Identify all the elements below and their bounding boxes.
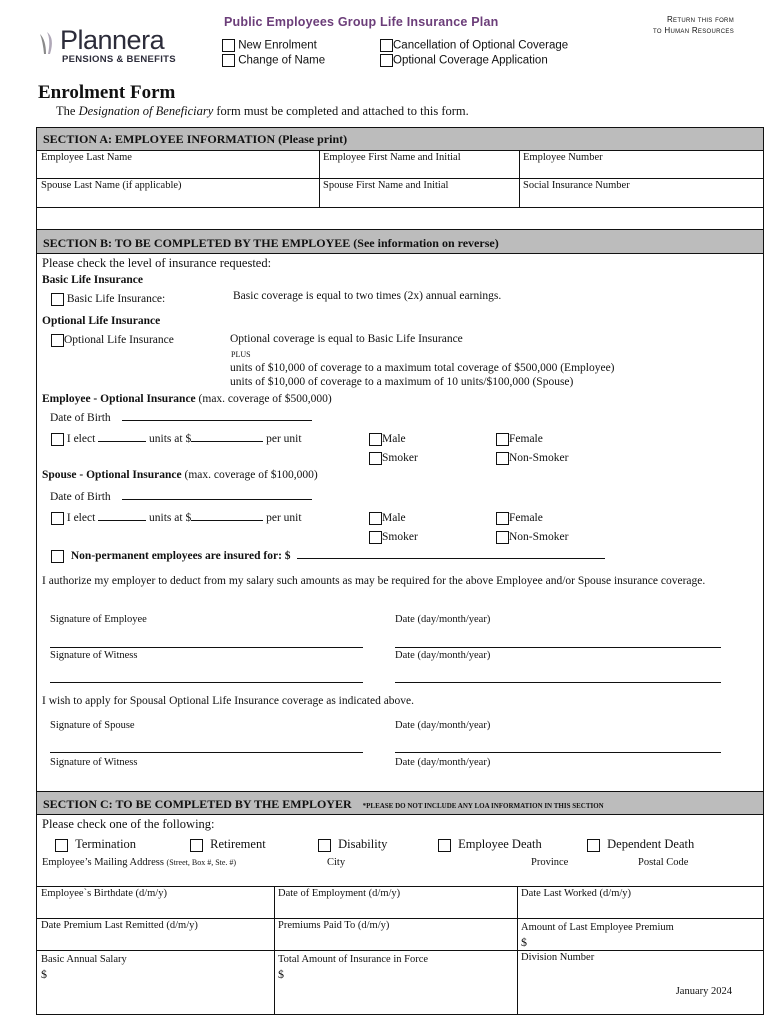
checkbox[interactable] — [380, 39, 393, 52]
form-title: Enrolment Form — [38, 82, 176, 103]
checkbox[interactable] — [51, 433, 64, 446]
signature-spouse-line[interactable] — [50, 752, 363, 753]
province-label: Province — [531, 857, 569, 868]
check-prompt: Please check the level of insurance requested: — [42, 256, 272, 270]
signature-witness-label: Signature of Witness — [50, 757, 138, 768]
signature-witness-line[interactable] — [50, 682, 363, 683]
spouse-elect[interactable]: I elect units at $ per unit — [51, 512, 302, 525]
non-permanent-option[interactable]: Non-permanent employees are insured for: $ — [51, 550, 605, 563]
return-note: Return this form to Human Resources — [653, 15, 734, 35]
city-label: City — [327, 857, 346, 868]
option-new-enrolment[interactable] — [222, 39, 317, 52]
premiums-paid-field[interactable]: Premiums Paid To (d/m/y) — [278, 920, 390, 931]
footer-date: January 2024 — [675, 986, 732, 997]
date-label: Date (day/month/year) — [395, 720, 491, 731]
basic-option[interactable]: Basic Life Insurance: — [51, 293, 165, 306]
section-c-header: SECTION C: TO BE COMPLETED BY THE EMPLOYER *PLEASE DO NOT INCLUDE ANY LOA INFORMATION IN THIS SECTION — [37, 791, 763, 815]
employee-dob[interactable]: Date of Birth — [50, 412, 312, 424]
checkbox[interactable] — [51, 334, 64, 347]
logo — [38, 25, 188, 68]
employee-last-name-field[interactable]: Employee Last Name — [41, 152, 132, 163]
checkbox[interactable] — [222, 39, 235, 52]
optional-heading: Optional Life Insurance — [42, 315, 161, 327]
checkbox[interactable] — [51, 293, 64, 306]
birthdate-field[interactable]: Employee`s Birthdate (d/m/y) — [41, 888, 167, 899]
plannera-leaf-icon — [38, 30, 58, 56]
date-employee-line[interactable] — [395, 647, 721, 648]
spouse-optional-heading: Spouse - Optional Insurance (max. coverage of $100,000) — [42, 469, 318, 481]
employee-non-smoker[interactable]: Non-Smoker — [496, 452, 568, 465]
employee-female[interactable]: Female — [496, 433, 543, 446]
units-spouse: units of $10,000 of coverage to a maximum of 10 units/$100,000 (Spouse) — [230, 376, 574, 388]
authorize-text: I authorize my employer to deduct from my salary such amounts as may be required for the above Employee and/or Spouse insurance coverage. — [42, 575, 706, 587]
employee-optional-heading: Employee - Optional Insurance (max. coverage of $500,000) — [42, 393, 332, 405]
logo-name: Plannera — [60, 25, 165, 55]
section-c-note: *PLEASE DO NOT INCLUDE ANY LOA INFORMATION IN THIS SECTION — [362, 802, 604, 810]
reason-termination[interactable]: Termination — [55, 837, 136, 852]
option-label: New Enrolment — [238, 39, 317, 52]
spousal-apply-text: I wish to apply for Spousal Optional Life Insurance coverage as indicated above. — [42, 695, 415, 707]
date-spouse-line[interactable] — [395, 752, 721, 753]
reason-dependent-death[interactable]: Dependent Death — [587, 837, 694, 852]
form-frame — [36, 127, 764, 1015]
social-insurance-number-field[interactable]: Social Insurance Number — [523, 180, 630, 191]
reason-employee-death[interactable]: Employee Death — [438, 837, 542, 852]
option-label: Cancellation of Optional Coverage — [393, 39, 569, 52]
annual-salary-field[interactable]: Basic Annual Salary $ — [41, 954, 127, 981]
option-label: Optional Coverage Application — [393, 54, 548, 67]
checkbox[interactable] — [222, 54, 235, 67]
total-insurance-field[interactable]: Total Amount of Insurance in Force $ — [278, 954, 429, 981]
section-a-header: SECTION A: EMPLOYEE INFORMATION (Please print) — [37, 128, 763, 151]
employee-number-field[interactable]: Employee Number — [523, 152, 603, 163]
plan-title: Public Employees Group Life Insurance Plan — [224, 15, 499, 29]
units-employee: units of $10,000 of coverage to a maximum total coverage of $500,000 (Employee) — [230, 362, 615, 374]
checkbox[interactable] — [51, 512, 64, 525]
signature-employee-line[interactable] — [50, 647, 363, 648]
employee-first-name-field[interactable]: Employee First Name and Initial — [323, 152, 461, 163]
last-premium-field[interactable]: Amount of Last Employee Premium $ — [521, 922, 674, 949]
division-number-field[interactable]: Division Number — [521, 952, 595, 963]
spouse-male[interactable]: Male — [369, 512, 406, 525]
spouse-female[interactable]: Female — [496, 512, 543, 525]
signature-witness-label: Signature of Witness — [50, 650, 138, 661]
signature-spouse-label: Signature of Spouse — [50, 720, 135, 731]
spouse-non-smoker[interactable]: Non-Smoker — [496, 531, 568, 544]
option-cancellation[interactable] — [380, 39, 568, 52]
employee-male[interactable]: Male — [369, 433, 406, 446]
spouse-dob[interactable]: Date of Birth — [50, 491, 312, 503]
basic-description: Basic coverage is equal to two times (2x) annual earnings. — [233, 290, 502, 302]
postal-code-label: Postal Code — [638, 857, 689, 868]
spouse-last-name-field[interactable]: Spouse Last Name (if applicable) — [41, 180, 182, 191]
check-prompt: Please check one of the following: — [42, 817, 215, 831]
intro-text: The Designation of Beneficiary form must be completed and attached to this form. — [56, 104, 469, 118]
employee-elect[interactable]: I elect units at $ per unit — [51, 433, 302, 446]
checkbox[interactable] — [380, 54, 393, 67]
basic-heading: Basic Life Insurance — [42, 274, 143, 286]
checkbox[interactable] — [51, 550, 64, 563]
date-label: Date (day/month/year) — [395, 650, 491, 661]
spouse-smoker[interactable]: Smoker — [369, 531, 418, 544]
date-witness-line[interactable] — [395, 682, 721, 683]
option-optional-application[interactable] — [380, 54, 548, 67]
reason-retirement[interactable]: Retirement — [190, 837, 266, 852]
mailing-address-label: Employee’s Mailing Address (Street, Box #, Ste. #) — [42, 857, 237, 868]
employee-smoker[interactable]: Smoker — [369, 452, 418, 465]
reason-disability[interactable]: Disability — [318, 837, 387, 852]
date-label: Date (day/month/year) — [395, 614, 491, 625]
option-label: Change of Name — [238, 54, 326, 67]
section-b-header: SECTION B: TO BE COMPLETED BY THE EMPLOYEE (See information on reverse) — [37, 229, 763, 254]
spouse-first-name-field[interactable]: Spouse First Name and Initial — [323, 180, 449, 191]
signature-employee-label: Signature of Employee — [50, 614, 147, 625]
employment-date-field[interactable]: Date of Employment (d/m/y) — [278, 888, 401, 899]
last-worked-field[interactable]: Date Last Worked (d/m/y) — [521, 888, 632, 899]
logo-subtitle: PENSIONS & BENEFITS — [62, 54, 176, 65]
option-change-name[interactable] — [222, 54, 325, 67]
optional-description: Optional coverage is equal to Basic Life Insurance — [230, 333, 463, 345]
premium-remitted-field[interactable]: Date Premium Last Remitted (d/m/y) — [41, 920, 198, 931]
date-label: Date (day/month/year) — [395, 757, 491, 768]
plus-label: PLUS — [231, 350, 251, 359]
optional-option[interactable]: Optional Life Insurance — [51, 334, 174, 347]
